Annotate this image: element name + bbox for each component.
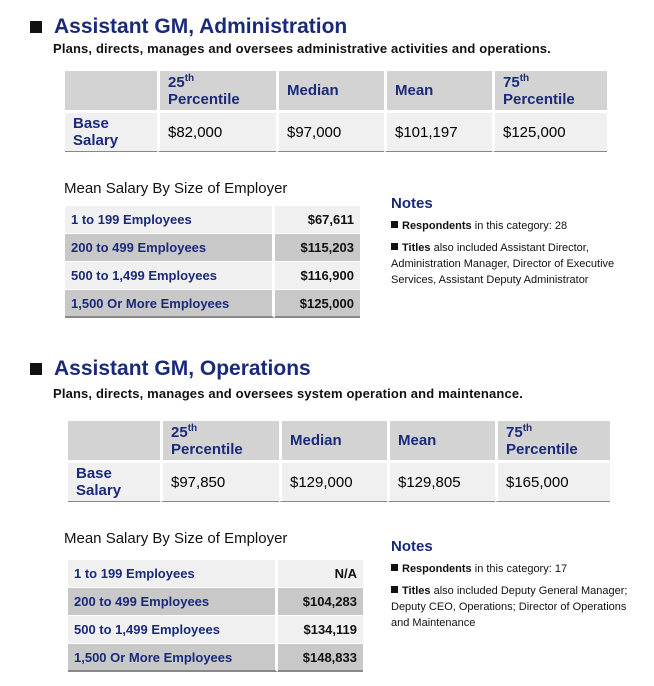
salary-header-25th: 25th Percentile bbox=[157, 71, 276, 110]
employer-size-value: $115,203 bbox=[275, 234, 360, 262]
section-title-row bbox=[30, 354, 311, 384]
table-row bbox=[68, 644, 363, 672]
salary-header-median: Median bbox=[279, 421, 387, 460]
salary-header-75th: 75th Percentile bbox=[495, 421, 610, 460]
square-bullet-icon bbox=[30, 21, 42, 33]
note-titles: Titles also included Deputy General Manager; Deputy CEO, Operations; Director of Operations and Maintenance bbox=[391, 585, 628, 629]
salary-row bbox=[68, 460, 610, 502]
notes-title: Notes bbox=[391, 538, 433, 555]
salary-header-25th: 25th Percentile bbox=[160, 421, 279, 460]
square-bullet-icon bbox=[391, 243, 398, 250]
salary-value-median: $97,000 bbox=[276, 110, 384, 152]
employer-size-label: 200 to 499 Employees bbox=[65, 234, 275, 262]
notes-panel bbox=[391, 196, 631, 294]
salary-row-label: Base Salary bbox=[65, 110, 157, 152]
note-respondents: Respondents in this category: 17 bbox=[391, 561, 631, 577]
salary-value-median: $129,000 bbox=[279, 460, 387, 502]
salary-header-blank bbox=[65, 71, 157, 110]
employer-size-label: 1 to 199 Employees bbox=[65, 206, 275, 234]
employer-table bbox=[65, 206, 360, 318]
table-row bbox=[65, 206, 360, 234]
employer-size-value: $116,900 bbox=[275, 262, 360, 290]
table-row bbox=[65, 290, 360, 318]
section-title: Assistant GM, Operations bbox=[54, 357, 311, 380]
employer-size-label: 1,500 Or More Employees bbox=[68, 644, 278, 672]
employer-heading: Mean Salary By Size of Employer bbox=[64, 530, 288, 547]
notes-panel bbox=[391, 539, 631, 637]
table-row bbox=[68, 560, 363, 588]
table-row bbox=[65, 262, 360, 290]
section-description: Plans, directs, manages and oversees system operation and maintenance. bbox=[53, 386, 524, 401]
salary-value-25th: $97,850 bbox=[160, 460, 279, 502]
note-titles: Titles also included Assistant Director, Administration Manager, Director of Executive Services, Assistant Deputy Administrator bbox=[391, 242, 615, 286]
salary-table bbox=[65, 71, 607, 152]
table-row bbox=[65, 234, 360, 262]
table-row bbox=[68, 616, 363, 644]
section-title: Assistant GM, Administration bbox=[54, 15, 348, 38]
employer-size-label: 1,500 Or More Employees bbox=[65, 290, 275, 318]
salary-value-mean: $129,805 bbox=[387, 460, 495, 502]
salary-header-75th: 75th Percentile bbox=[492, 71, 607, 110]
table-row bbox=[68, 588, 363, 616]
square-bullet-icon bbox=[391, 586, 398, 593]
salary-value-mean: $101,197 bbox=[384, 110, 492, 152]
salary-value-25th: $82,000 bbox=[157, 110, 276, 152]
section-description: Plans, directs, manages and oversees administrative activities and operations. bbox=[53, 41, 551, 56]
salary-header-mean: Mean bbox=[387, 421, 495, 460]
section-title-row bbox=[30, 12, 347, 42]
salary-header-mean: Mean bbox=[384, 71, 492, 110]
salary-row-label: Base Salary bbox=[68, 460, 160, 502]
employer-size-value: $148,833 bbox=[278, 644, 363, 672]
employer-size-label: 500 to 1,499 Employees bbox=[68, 616, 278, 644]
employer-size-label: 1 to 199 Employees bbox=[68, 560, 278, 588]
salary-row bbox=[65, 110, 607, 152]
employer-size-value: $104,283 bbox=[278, 588, 363, 616]
salary-table bbox=[68, 421, 610, 502]
employer-size-value: $134,119 bbox=[278, 616, 363, 644]
salary-value-75th: $165,000 bbox=[495, 460, 610, 502]
notes-title: Notes bbox=[391, 195, 433, 212]
square-bullet-icon bbox=[30, 363, 42, 375]
employer-size-label: 500 to 1,499 Employees bbox=[65, 262, 275, 290]
salary-header-blank bbox=[68, 421, 160, 460]
employer-table bbox=[68, 560, 363, 672]
note-respondents: Respondents in this category: 28 bbox=[391, 218, 631, 234]
employer-heading: Mean Salary By Size of Employer bbox=[64, 180, 288, 197]
employer-size-value: N/A bbox=[278, 560, 363, 588]
square-bullet-icon bbox=[391, 564, 398, 571]
square-bullet-icon bbox=[391, 221, 398, 228]
employer-size-label: 200 to 499 Employees bbox=[68, 588, 278, 616]
salary-header-median: Median bbox=[276, 71, 384, 110]
salary-value-75th: $125,000 bbox=[492, 110, 607, 152]
employer-size-value: $67,611 bbox=[275, 206, 360, 234]
employer-size-value: $125,000 bbox=[275, 290, 360, 318]
